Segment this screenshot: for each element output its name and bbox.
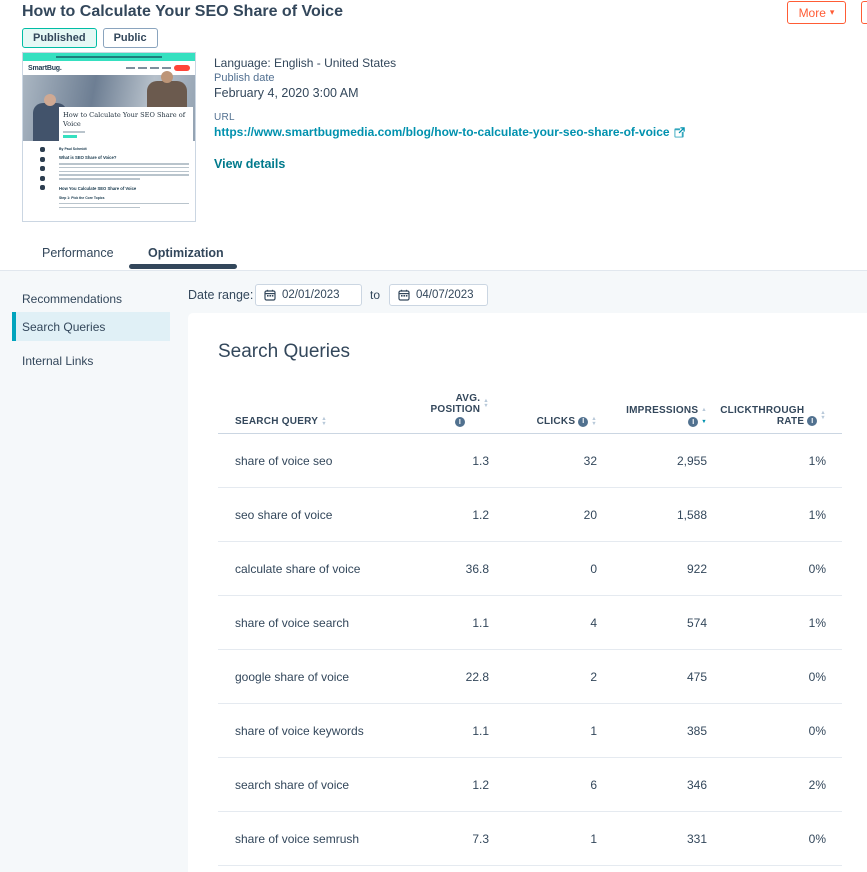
- table-row: [218, 434, 842, 488]
- thumb-paragraph: [59, 163, 189, 180]
- column-header-clicks[interactable]: [489, 416, 597, 427]
- status-badges: [22, 28, 158, 48]
- clickthrough-rate-cell: 2%: [808, 777, 826, 792]
- active-tab-indicator: [129, 264, 237, 269]
- clicks-cell: 1: [590, 723, 597, 738]
- publish-date-value: February 4, 2020 3:00 AM: [214, 86, 359, 100]
- search-query-cell: calculate share of voice: [235, 561, 361, 576]
- thumb-heading1: What is SEO Share of Voice?: [59, 155, 117, 160]
- share-icon: [40, 176, 45, 181]
- info-icon[interactable]: I: [688, 417, 698, 427]
- impressions-cell: 922: [686, 561, 707, 576]
- clicks-cell: 32: [583, 453, 597, 468]
- date-range-label: Date range:: [188, 288, 254, 302]
- tab-performance[interactable]: Performance: [42, 246, 114, 260]
- sort-icon[interactable]: ▲ ▼: [820, 410, 826, 421]
- avg-position-cell: 1.1: [472, 723, 489, 738]
- clickthrough-rate-cell: 0%: [808, 723, 826, 738]
- sort-icon[interactable]: ▲ ▼: [321, 415, 327, 427]
- clicks-cell: 1: [590, 831, 597, 846]
- search-queries-panel: [188, 313, 867, 872]
- info-icon[interactable]: I: [578, 417, 588, 427]
- thumb-heading2: How You Calculate SEO Share of Voice: [59, 185, 137, 191]
- avg-position-cell: 1.2: [472, 777, 489, 792]
- thumb-nav: [126, 65, 190, 71]
- clickthrough-rate-cell: 1%: [808, 507, 826, 522]
- table-row: [218, 704, 842, 758]
- column-label: SEARCH QUERY: [235, 416, 319, 427]
- post-url-link[interactable]: [214, 125, 685, 139]
- language-line: Language: English - United States: [214, 56, 397, 70]
- avg-position-cell: 1.3: [472, 453, 489, 468]
- search-query-cell: seo share of voice: [235, 507, 333, 522]
- date-range-end-input[interactable]: [416, 289, 484, 301]
- search-query-cell: share of voice search: [235, 615, 350, 630]
- clicks-cell: 6: [590, 777, 597, 792]
- avg-position-cell: 1.1: [472, 615, 489, 630]
- sort-asc-icon[interactable]: ▲: [701, 407, 707, 413]
- more-button-label: More: [798, 5, 826, 20]
- clicks-cell: 2: [590, 669, 597, 684]
- column-label: IMPRESSIONS: [626, 405, 699, 416]
- smartbug-logo: SmartBug.: [28, 64, 62, 72]
- clickthrough-rate-cell: 0%: [808, 669, 826, 684]
- search-query-cell: search share of voice: [235, 777, 350, 792]
- info-icon[interactable]: I: [455, 417, 465, 427]
- thumb-banner: [23, 53, 195, 61]
- impressions-cell: 2,955: [676, 453, 707, 468]
- clicks-cell: 20: [583, 507, 597, 522]
- date-range-end[interactable]: [389, 284, 488, 306]
- avg-position-cell: 22.8: [465, 669, 489, 684]
- table-header-row: [218, 393, 842, 434]
- url-label: URL: [214, 112, 235, 123]
- table-row: [218, 650, 842, 704]
- thumb-article-title: How to Calculate Your SEO Share of Voice: [63, 111, 186, 128]
- impressions-cell: 385: [686, 723, 707, 738]
- column-header-search-query[interactable]: [218, 416, 378, 427]
- search-query-cell: share of voice semrush: [235, 831, 360, 846]
- avg-position-cell: 1.2: [472, 507, 489, 522]
- search-query-cell: share of voice seo: [235, 453, 333, 468]
- share-icon: [40, 185, 45, 190]
- impressions-cell: 574: [686, 615, 707, 630]
- calendar-icon: [398, 289, 410, 301]
- post-url-text: https://www.smartbugmedia.com/blog/how-to-calculate-your-seo-share-of-voice: [214, 125, 670, 139]
- clickthrough-rate-cell: 0%: [808, 561, 826, 576]
- date-range-to-label: to: [370, 288, 381, 302]
- calendar-icon: [264, 289, 276, 301]
- share-icon: [40, 166, 45, 171]
- table-row: [218, 596, 842, 650]
- search-query-cell: share of voice keywords: [235, 723, 364, 738]
- thumb-article-body: [59, 145, 189, 210]
- page-title: How to Calculate Your SEO Share of Voice: [22, 3, 343, 20]
- avg-position-cell: 36.8: [465, 561, 489, 576]
- info-icon[interactable]: I: [807, 416, 817, 426]
- publish-date-label: Publish date: [214, 72, 275, 84]
- thumb-cta-button: [174, 65, 190, 71]
- column-label: AVG. POSITION: [430, 393, 481, 415]
- sidebar-item-internal-links[interactable]: Internal Links: [22, 354, 94, 368]
- table-row: [218, 758, 842, 812]
- date-range-start-input[interactable]: [282, 289, 350, 301]
- thumb-social-icons: [40, 147, 45, 190]
- impressions-cell: 1,588: [676, 507, 707, 522]
- sidebar-item-recommendations[interactable]: Recommendations: [22, 292, 123, 306]
- thumb-byline: By Paul Schmidt: [59, 147, 87, 151]
- partial-edge-button[interactable]: [861, 1, 867, 24]
- sidebar-item-label: Search Queries: [22, 319, 106, 334]
- sort-icon[interactable]: ▲ ▼: [591, 415, 597, 427]
- thumb-heading3: Step 1: Pick the Core Topics: [59, 195, 105, 200]
- thumb-tag: [63, 135, 77, 138]
- sort-icon[interactable]: ▲ ▼: [483, 398, 489, 409]
- external-link-icon: [674, 127, 685, 138]
- share-icon: [40, 157, 45, 162]
- public-badge: Public: [103, 28, 158, 48]
- column-header-clickthrough-rate[interactable]: [707, 405, 842, 427]
- column-header-impressions[interactable]: [597, 405, 707, 427]
- sort-desc-icon-active[interactable]: ▼: [701, 418, 707, 425]
- section-title: Search Queries: [218, 341, 351, 362]
- column-label: CLICKTHROUGH RATE: [720, 405, 805, 427]
- tab-optimization[interactable]: Optimization: [148, 246, 224, 260]
- clickthrough-rate-cell: 1%: [808, 615, 826, 630]
- post-thumbnail[interactable]: [22, 52, 196, 222]
- view-details-link[interactable]: View details: [214, 157, 286, 171]
- search-query-cell: google share of voice: [235, 669, 350, 684]
- clicks-cell: 4: [590, 615, 597, 630]
- impressions-cell: 331: [686, 831, 707, 846]
- clickthrough-rate-cell: 0%: [808, 831, 826, 846]
- table-row: [218, 812, 842, 866]
- clickthrough-rate-cell: 1%: [808, 453, 826, 468]
- search-queries-table: [218, 393, 842, 866]
- clicks-cell: 0: [590, 561, 597, 576]
- column-label: CLICKS: [536, 416, 576, 427]
- published-badge: Published: [22, 28, 97, 48]
- thumb-paragraph: [59, 203, 189, 208]
- table-row: [218, 542, 842, 596]
- avg-position-cell: 7.3: [472, 831, 489, 846]
- optimization-panel: [0, 271, 867, 872]
- table-body: [218, 434, 842, 866]
- impressions-cell: 346: [686, 777, 707, 792]
- thumb-title-card: [59, 107, 193, 141]
- column-header-avg-position[interactable]: [378, 393, 489, 427]
- sidebar-item-search-queries[interactable]: [12, 312, 170, 341]
- more-button[interactable]: [787, 1, 846, 24]
- share-icon: [40, 147, 45, 152]
- table-row: [218, 488, 842, 542]
- thumb-date-placeholder: [63, 131, 85, 133]
- chevron-down-icon: ▾: [829, 7, 835, 17]
- impressions-cell: 475: [686, 669, 707, 684]
- date-range-start[interactable]: [255, 284, 362, 306]
